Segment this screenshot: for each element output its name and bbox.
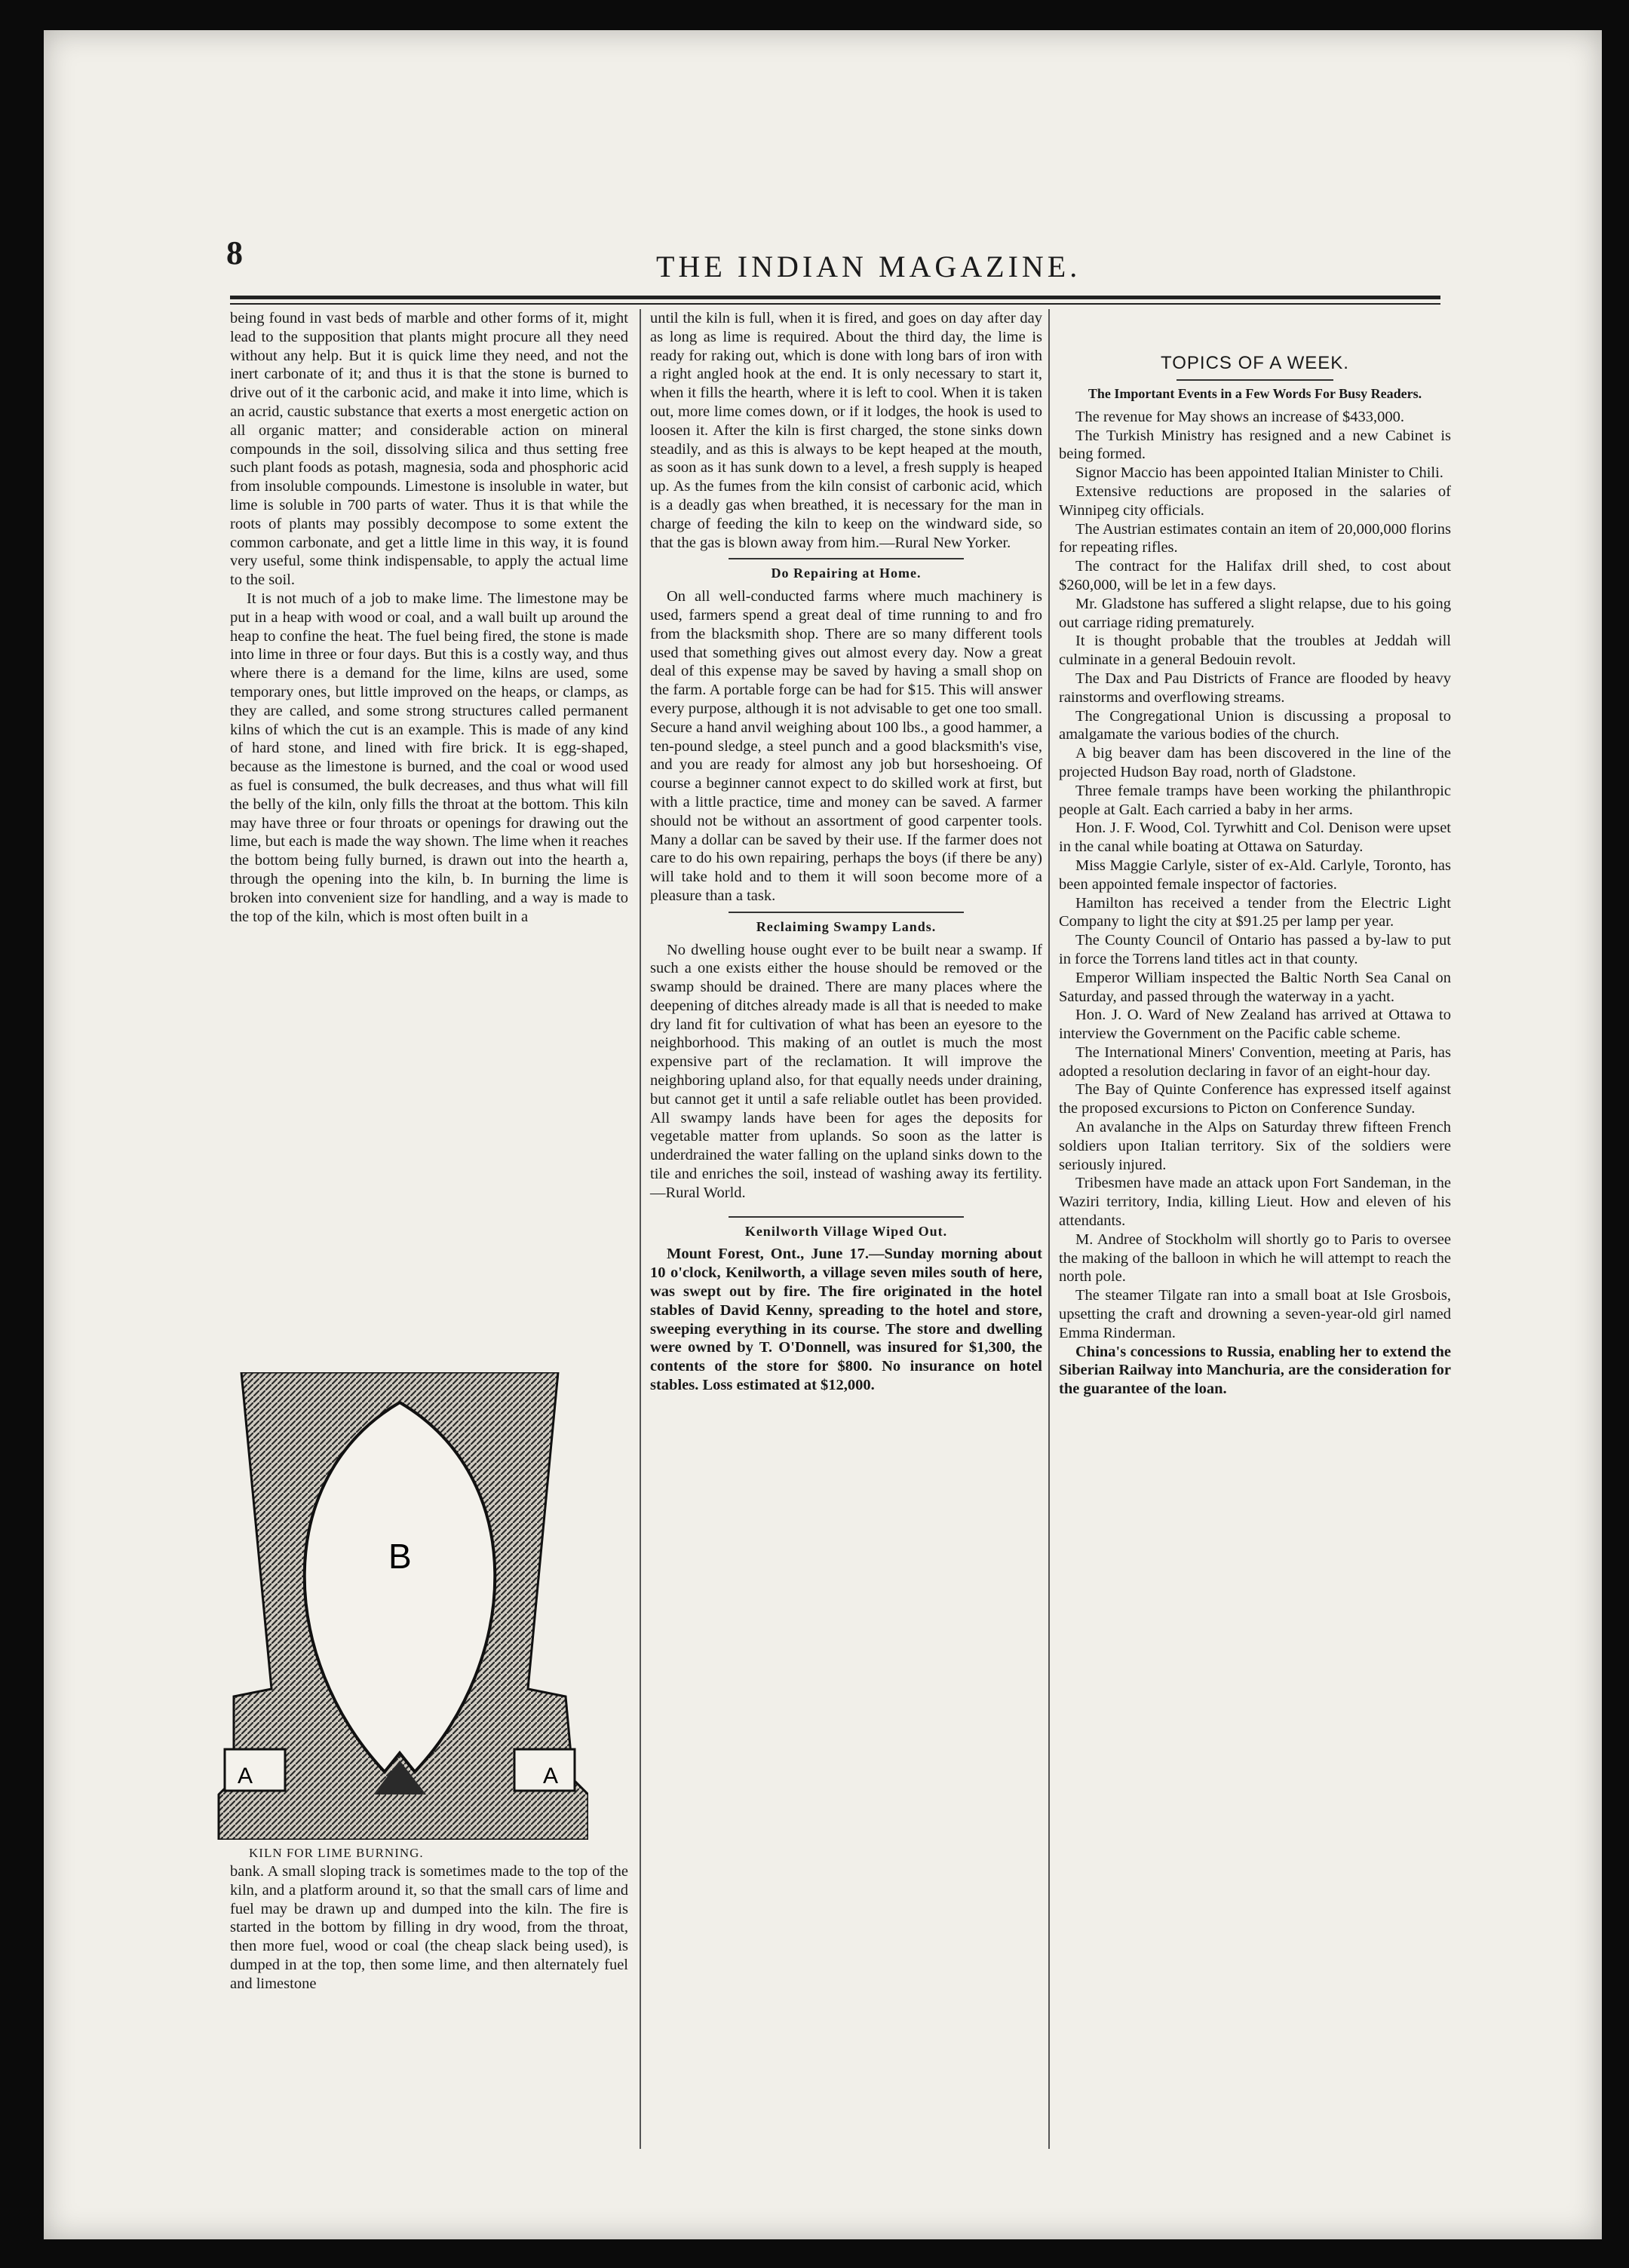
topic-item: Three female tramps have been working the philanthropic people at Galt. Each carried a baby in her arms.: [1059, 782, 1451, 818]
topic-item: Miss Maggie Carlyle, sister of ex-Ald. Carlyle, Toronto, has been appointed female inspector of factories.: [1059, 857, 1451, 893]
topic-item: The Bay of Quinte Conference has expressed itself against the proposed excursions to Picton on Conference Sunday.: [1059, 1081, 1451, 1117]
article-lime-paragraph-1: being found in vast beds of marble and other forms of it, might lead to the supposition that plants might procure all they need without any help. But it is quick lime they need, and not the inert carbonate of it; and thus it is that the stone is burned to drive out of it the carbonic acid, and make it into lime, which is an acrid, caustic substance that exerts a most energetic action on all organic matter; and considerable action on mineral compounds in the soil, dissolving silica and thus setting free such plant foods as potash, magnesia, soda and phosphoric acid from insoluble compounds. Limestone is insoluble in water, but lime is soluble in 700 parts of water. Thus it is that while the roots of plants may possibly decompose to some extent the common carbonate, and get a little lime in this way, it is found very useful, some think indispensable, to apply the actual lime to the soil.: [230, 310, 628, 589]
section-rule: [729, 1216, 964, 1218]
label-a-right: A: [543, 1764, 559, 1788]
magazine-title: THE INDIAN MAGAZINE.: [656, 250, 1081, 284]
topic-item: Emperor William inspected the Baltic North Sea Canal on Saturday, and passed through the waterway in a yacht.: [1059, 969, 1451, 1005]
page-number: 8: [226, 234, 243, 271]
article-repairing: On all well-conducted farms where much machinery is used, farmers spend a great deal of time running to and fro from the blacksmith shop. There are so many different tools used that something gives out almost every day. Now a great deal of this expense may be saved by having a small shop on the farm. A portable forge can be had for $15. This will answer every purpose, although it is not advisable to get one too small. Secure a hand anvil weighing about 100 lbs., a good hammer, a ten-pound sledge, a steel punch and a good blacksmith's vise, and you are ready for almost any job but horseshoeing. Of course a beginner cannot expect to do skilled work at first, but with a little practice, time and money can be saved. A farmer should not be without an assortment of good carpenter tools. Many a dollar can be saved by their use. If the farmer does not care to do his own repairing, perhaps the boys (if there be any) will take hold and to them it will soon become more of a pleasure than a task.: [650, 588, 1042, 904]
topics-title: TOPICS OF A WEEK.: [1161, 353, 1349, 373]
heading-repairing: Do Repairing at Home.: [771, 565, 922, 581]
figure-caption: KILN FOR LIME BURNING.: [249, 1846, 424, 1860]
topic-item: Hamilton has received a tender from the Electric Light Company to light the city at $91.25 per lamp per year.: [1059, 894, 1451, 930]
column-1-continued: [230, 1862, 628, 1994]
heading-swampy-lands: Reclaiming Swampy Lands.: [756, 918, 937, 934]
topic-item: The County Council of Ontario has passed a by-law to put in force the Torrens land titles act in that county.: [1059, 932, 1451, 967]
topic-item: The contract for the Halifax drill shed, to cost about $260,000, will be let in a few days.: [1059, 558, 1451, 593]
topic-item: M. Andree of Stockholm will shortly go to Paris to oversee the making of the balloon in which he will attempt to reach the north pole.: [1059, 1231, 1451, 1286]
column-2: [650, 309, 1042, 1395]
label-b: B: [388, 1537, 412, 1576]
article-lime-paragraph-3: bank. A small sloping track is sometimes made to the top of the kiln, and a platform around it, so that the small cars of lime and fuel may be drawn up and dumped into the kiln. The fire is started in the bottom by filling in dry wood, from the throat, then more fuel, wood or coal (the cheap slack being used), is dumped in at the top, then some lime, and then alternately fuel and limestone: [230, 1863, 628, 1992]
column-divider-2: [1048, 309, 1050, 2149]
article-swampy-lands: No dwelling house ought ever to be built near a swamp. If such a one exists either the house should be removed or the swamp should be drained. There are many places where the deepening of ditches already made is all that is needed to make dry land fit for cultivation of what has been an eyesore to the neighborhood. This making of an outlet is much the most expensive part of the reclamation. It will improve the neighboring upland also, for that equally needs under draining, but cannot get it until a safe reliable outlet has been provided. All swampy lands have been for ages the deposits for vegetable matter from uplands. So soon as the latter is underdrained the water falling on the upland sinks down to the tile and enriches the soil, instead of washing away its fertility. —Rural World.: [650, 941, 1042, 1201]
topic-item: The International Miners' Convention, meeting at Paris, has adopted a resolution declaring in favor of an eight-hour day.: [1059, 1044, 1451, 1080]
column-1: [230, 309, 628, 926]
section-rule: [729, 558, 964, 559]
topics-list: [1059, 408, 1451, 1399]
topic-item: Hon. J. O. Ward of New Zealand has arrived at Ottawa to interview the Government on the Pacific cable scheme.: [1059, 1007, 1451, 1043]
topic-item: Hon. J. F. Wood, Col. Tyrwhitt and Col. Denison were upset in the canal while boating at Ottawa on Saturday.: [1059, 820, 1451, 856]
article-kenilworth: Mount Forest, Ont., June 17.—Sunday morning about 10 o'clock, Kenilworth, a village seven miles south of here, was swept out by fire. The fire originated in the hotel stables of David Kenny, spreading to the hotel and store, sweeping everything in its course. The store and dwelling were owned by T. O'Donnell, was insured for $1,300, the contents of the store for $800. No insurance on hotel stables. Loss estimated at $12,000.: [650, 1246, 1042, 1394]
topics-rule: [1176, 379, 1333, 381]
topic-item: Extensive reductions are proposed in the salaries of Winnipeg city officials.: [1059, 483, 1451, 519]
topic-item: A big beaver dam has been discovered in the line of the projected Hudson Bay road, north of Gladstone.: [1059, 745, 1451, 780]
topic-item: The revenue for May shows an increase of $433,000.: [1075, 408, 1405, 425]
topic-item: The Dax and Pau Districts of France are flooded by heavy rainstorms and overflowing streams.: [1059, 670, 1451, 706]
label-a-left: A: [238, 1764, 253, 1788]
article-lime-paragraph-2: It is not much of a job to make lime. The limestone may be put in a heap with wood or coal, and a wall built up around the heap to confine the heat. The fuel being fired, the stone is made into lime in three or four days. But this is a costly way, and thus where there is a demand for the lime, kilns are used, some temporary ones, but little improved on the heaps, or clamps, as they are called, and some strong structures called permanent kilns of which the cut is an example. This is made of any kind of hard stone, and lined with fire brick. It is egg-shaped, because as the limestone is burned, and the coal or wood used as fuel is consumed, the bulk decreases, and thus what will fill the belly of the kiln, only fills the throat at the bottom. This kiln may have three or four throats or openings for drawing out the lime, but each is made the way shown. The lime when it reaches the bottom being fully burned, is drawn out into the hearth a, through the opening into the kiln, b. In burning the lime is broken into convenient size for handling, and a way is made to the top of the kiln, which is most often built in a: [230, 590, 628, 925]
topic-item: Signor Maccio has been appointed Italian Minister to Chili.: [1075, 464, 1443, 482]
column-divider-1: [640, 309, 641, 2149]
section-rule: [729, 912, 964, 913]
topic-item: It is thought probable that the troubles at Jeddah will culminate in a general Bedouin revolt.: [1059, 633, 1451, 669]
header-rule-bottom: [230, 303, 1440, 305]
topic-item: The Congregational Union is discussing a proposal to amalgamate the various bodies of the church.: [1059, 707, 1451, 743]
hearth-left: [225, 1749, 285, 1791]
topic-item: An avalanche in the Alps on Saturday threw fifteen French soldiers upon Italian territory. Six of the soldiers were seriously injured.: [1059, 1119, 1451, 1173]
topic-item: The Austrian estimates contain an item of 20,000,000 florins for repeating rifles.: [1059, 520, 1451, 556]
topics-deck: The Important Events in a Few Words For Busy Readers.: [1088, 385, 1422, 401]
topic-item: The Turkish Ministry has resigned and a new Cabinet is being formed.: [1059, 427, 1451, 463]
topic-item: The steamer Tilgate ran into a small boat at Isle Grosbois, upsetting the craft and drowning a seven-year-old girl named Emma Rinderman.: [1059, 1287, 1451, 1341]
article-lime-continued: until the kiln is full, when it is fired, and goes on day after day as long as lime is required. About the third day, the lime is ready for raking out, which is done with long bars of iron with a right angled hook at the end. It is only necessary to start it, when it fills the hearth, where it is left to cool. When it is taken out, more lime comes down, or if it lodges, the hook is used to loosen it. After the kiln is first charged, the stone sinks down steadily, and as this is always to be kept heaped at the mouth, as soon as it has sunk down to a level, a fresh supply is heaped up. As the fumes from the kiln consist of carbonic acid, which is a deadly gas when breathed, it is necessary for the man in charge of feeding the kiln to keep on the windward side, so that the gas is blown away from him.—Rural New Yorker.: [650, 310, 1042, 551]
column-3: [1059, 354, 1451, 1399]
header-rule-top: [230, 296, 1440, 299]
topic-item: China's concessions to Russia, enabling her to extend the Siberian Railway into Manchuria, are the consideration for the guarantee of the loan.: [1059, 1343, 1451, 1398]
kiln-illustration: [211, 1372, 588, 1840]
topic-item: Mr. Gladstone has suffered a slight relapse, due to his going out carriage riding prematurely.: [1059, 595, 1451, 631]
heading-kenilworth: Kenilworth Village Wiped Out.: [744, 1223, 948, 1239]
topic-item: Tribesmen have made an attack upon Fort Sandeman, in the Waziri territory, India, killing Lieut. How and eleven of his attendants.: [1059, 1175, 1451, 1230]
